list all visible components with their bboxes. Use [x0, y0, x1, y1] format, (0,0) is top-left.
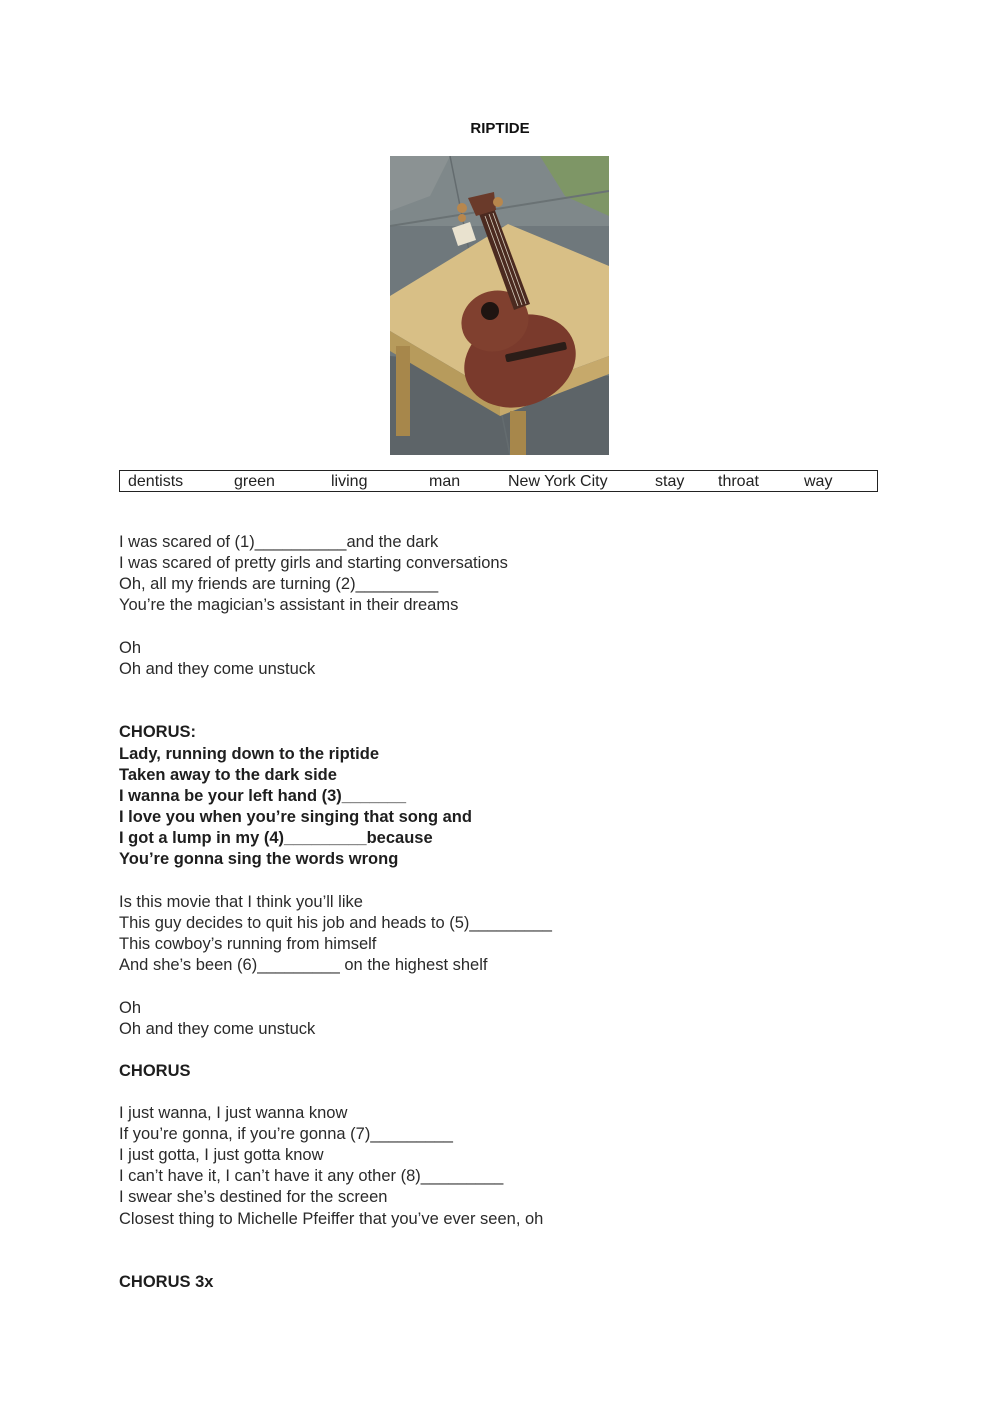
- chorus-line: I got a lump in my (4)_________because: [119, 829, 433, 847]
- ukulele-photo: [390, 156, 609, 455]
- lyric-line: Closest thing to Michelle Pfeiffer that you’ve ever seen, oh: [119, 1210, 544, 1228]
- chorus-heading: CHORUS:: [119, 723, 196, 741]
- word-bank-item: way: [804, 473, 833, 490]
- lyric-line: Is this movie that I think you’ll like: [119, 893, 363, 911]
- word-bank: [119, 470, 878, 492]
- ukulele-image: [390, 156, 609, 455]
- lyric-line: Oh and they come unstuck: [119, 660, 316, 678]
- final-chorus-marker: CHORUS 3x: [119, 1273, 214, 1291]
- chorus-marker: CHORUS: [119, 1062, 191, 1080]
- word-bank-item: living: [331, 473, 368, 490]
- lyric-line: And she’s been (6)_________ on the highest shelf: [119, 956, 488, 974]
- chorus-line: Lady, running down to the riptide: [119, 745, 380, 763]
- word-bank-item: man: [429, 473, 461, 490]
- lyric-line: I was scared of pretty girls and starting conversations: [119, 554, 508, 572]
- lyric-line: I just gotta, I just gotta know: [119, 1146, 324, 1164]
- lyric-line: I was scared of (1)__________and the dark: [119, 533, 439, 551]
- word-bank-item: dentists: [128, 473, 184, 490]
- worksheet-title: RIPTIDE: [470, 120, 530, 137]
- chorus-line: I wanna be your left hand (3)_______: [119, 787, 407, 805]
- lyric-line: I just wanna, I just wanna know: [119, 1104, 348, 1122]
- word-bank-item: throat: [718, 473, 759, 490]
- chorus-line: I love you when you’re singing that song and: [119, 808, 472, 826]
- lyric-line: If you’re gonna, if you’re gonna (7)_________: [119, 1125, 453, 1143]
- lyric-line: This guy decides to quit his job and heads to (5)_________: [119, 914, 552, 932]
- lyric-line: Oh and they come unstuck: [119, 1020, 316, 1038]
- lyric-line: This cowboy’s running from himself: [119, 935, 377, 953]
- chorus-line: You’re gonna sing the words wrong: [119, 850, 399, 868]
- word-bank-item: New York City: [508, 473, 608, 490]
- word-bank-item: green: [234, 473, 275, 490]
- lyric-line: Oh: [119, 999, 142, 1017]
- lyric-line: You’re the magician’s assistant in their dreams: [119, 596, 459, 614]
- lyric-line: I can’t have it, I can’t have it any other (8)_________: [119, 1167, 504, 1185]
- chorus-line: Taken away to the dark side: [119, 766, 337, 784]
- lyric-line: I swear she’s destined for the screen: [119, 1188, 388, 1206]
- lyric-line: Oh: [119, 639, 142, 657]
- lyric-line: Oh, all my friends are turning (2)_________: [119, 575, 439, 593]
- word-bank-item: stay: [655, 473, 685, 490]
